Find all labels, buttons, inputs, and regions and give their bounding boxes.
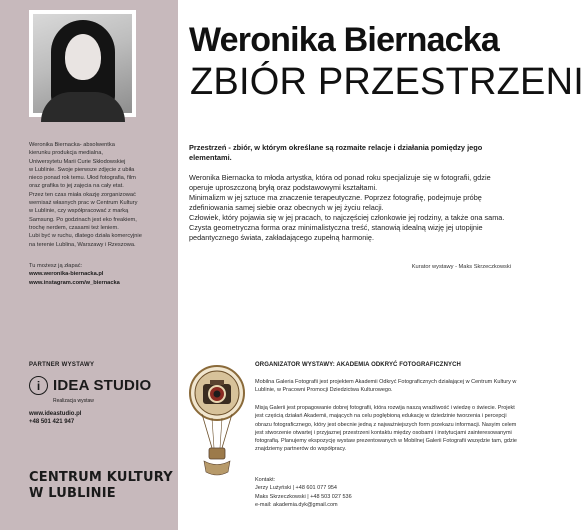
organizer-title: ORGANIZATOR WYSTAWY: AKADEMIA ODKRYĆ FOTOGRAFICZNYCH	[255, 362, 461, 368]
artist-portrait	[33, 14, 132, 113]
organizer-mission: Misją Galerii jest propagowanie dobrej fotografii, która rozwija naszą wrażliwość i wiedzę o świecie. Projekt jest częścią działań Akademii, mających na celu pogłębioną edukację w dziedzinie tworzenia i percepcji obrazu fotograficznego, który jest obecnie jedną z najważniejszych form przekazu informacji. Nasyim celem jest stworzenie otwartej i przyjaznej przestrzeni kontaktu między osobami i instytucjami zainteresowanymi fotografią. Planujemy ekspozycję wystaw prezentowanych w Mobilnej Galerii Fotografii wszędzie tam, gdzie znajdziemy partnerów do współpracy.	[255, 405, 517, 453]
bio-line: nieco ponad rok temu. Ułod fotografia, film	[29, 175, 136, 182]
venue-logo-line: CENTRUM KULTURY	[29, 470, 173, 485]
organizer-intro: Mobilna Galeria Fotografii jest projektem Akademii Odkryć Fotograficznych działającej w Centrum Kultury w Lublinie, w Pracowni Promocji Dziedzictwa Kulturowego.	[255, 379, 517, 394]
artist-portrait-frame	[29, 10, 136, 117]
artist-links	[29, 262, 169, 287]
venue-logo-line: W LUBLINIE	[29, 486, 116, 501]
bio-line: Uniwersytetu Marii Curie Skłodowskiej	[29, 158, 126, 165]
bio-line: Lubi być w ruchu, dlatego działa komercyjnie	[29, 233, 142, 240]
organizer-contact	[255, 476, 352, 509]
bio-line: na terenie Lublina, Warszawy i Rzeszowa.	[29, 241, 136, 248]
partner-phone: +48 501 421 947	[29, 419, 75, 425]
contact-label: Kontakt:	[255, 477, 276, 483]
idea-studio-logo-icon: i	[29, 376, 48, 395]
bio-line: Przez ten czas miała okazję zorganizować	[29, 191, 136, 198]
bio-line: trochę nerdem, czasami też leniem.	[29, 224, 119, 231]
bio-line: Weronika Biernacka- absolwentka	[29, 142, 115, 148]
bio-line: kierunku produkcja medialna,	[29, 150, 103, 157]
bio-line: wernisaż własnych prac w Centrum Kultury	[29, 200, 138, 207]
curator-credit: Kurator wystawy - Maks Skrzeczkowski	[411, 264, 511, 270]
contact-email[interactable]: e-mail: akademia.dyk@gmail.com	[255, 501, 338, 508]
bio-line: Samsung. Po godzinach jest eko freakiem,	[29, 216, 137, 223]
website-link[interactable]: www.weronika-biernacka.pl	[29, 271, 104, 278]
partner-website[interactable]: www.ideastudio.pl	[29, 411, 82, 417]
partner-tagline: Realizacja wystaw	[53, 398, 94, 404]
camera-balloon-emblem-icon	[188, 362, 246, 482]
contact-line: Maks Skrzeczkowski | +48 503 027 536	[255, 493, 352, 500]
instagram-link[interactable]: www.instagram.com/w_biernacka	[29, 279, 120, 286]
idea-studio-logo	[29, 376, 151, 395]
contact-invite: Tu możesz ją złapać:	[29, 263, 83, 269]
venue-logo	[29, 470, 173, 502]
exhibition-title: ZBIÓR PRZESTRZENI	[190, 61, 584, 103]
partner-name: IDEA STUDIO	[53, 376, 152, 394]
description	[189, 173, 514, 243]
description-paragraph: Weronika Biernacka to młoda artystka, która od ponad roku specjalizuje się w fotografii, gdzie operuje uproszczoną bryłą oraz podstawowymi kształtami.	[189, 173, 491, 192]
partner-title: PARTNER WYSTAWY	[29, 362, 95, 368]
description-paragraph: Minimalizm w jej sztuce ma znaczenie terapeutyczne. Poprzez fotografię, podejmuje próbę zdefiniowania samej siebie oraz obecnych w jej życiu relacji.	[189, 193, 482, 212]
bio-line: w Lublinie. Swoje pierwsze zdjęcie z ubiła	[29, 166, 135, 173]
bio-line: w Lublinie, czy współpracować z marką	[29, 208, 129, 215]
description-paragraph: Człowiek, który pojawia się w jej pracach, to najczęściej członkowie jej rodziny, a także ona sama. Czysta geometryczna forma oraz minimalistyczna treść, stanowią idealną wizję jej utopijnie pedantycznego świata, zakładającego zupełną harmonię.	[189, 213, 505, 242]
partner-contact	[29, 410, 81, 426]
artist-name: Weronika Biernacka	[189, 21, 500, 59]
artist-bio	[29, 141, 167, 249]
sidebar	[0, 0, 178, 530]
contact-line: Jerzy Lużyński | +48 601 077 954	[255, 485, 337, 492]
bio-line: oraz grafika to jej zajęcia na cały etat.	[29, 183, 124, 190]
lead-paragraph: Przestrzeń - zbiór, w którym określane są rozmaite relacje i działania pomiędzy jego elementami.	[189, 143, 483, 162]
